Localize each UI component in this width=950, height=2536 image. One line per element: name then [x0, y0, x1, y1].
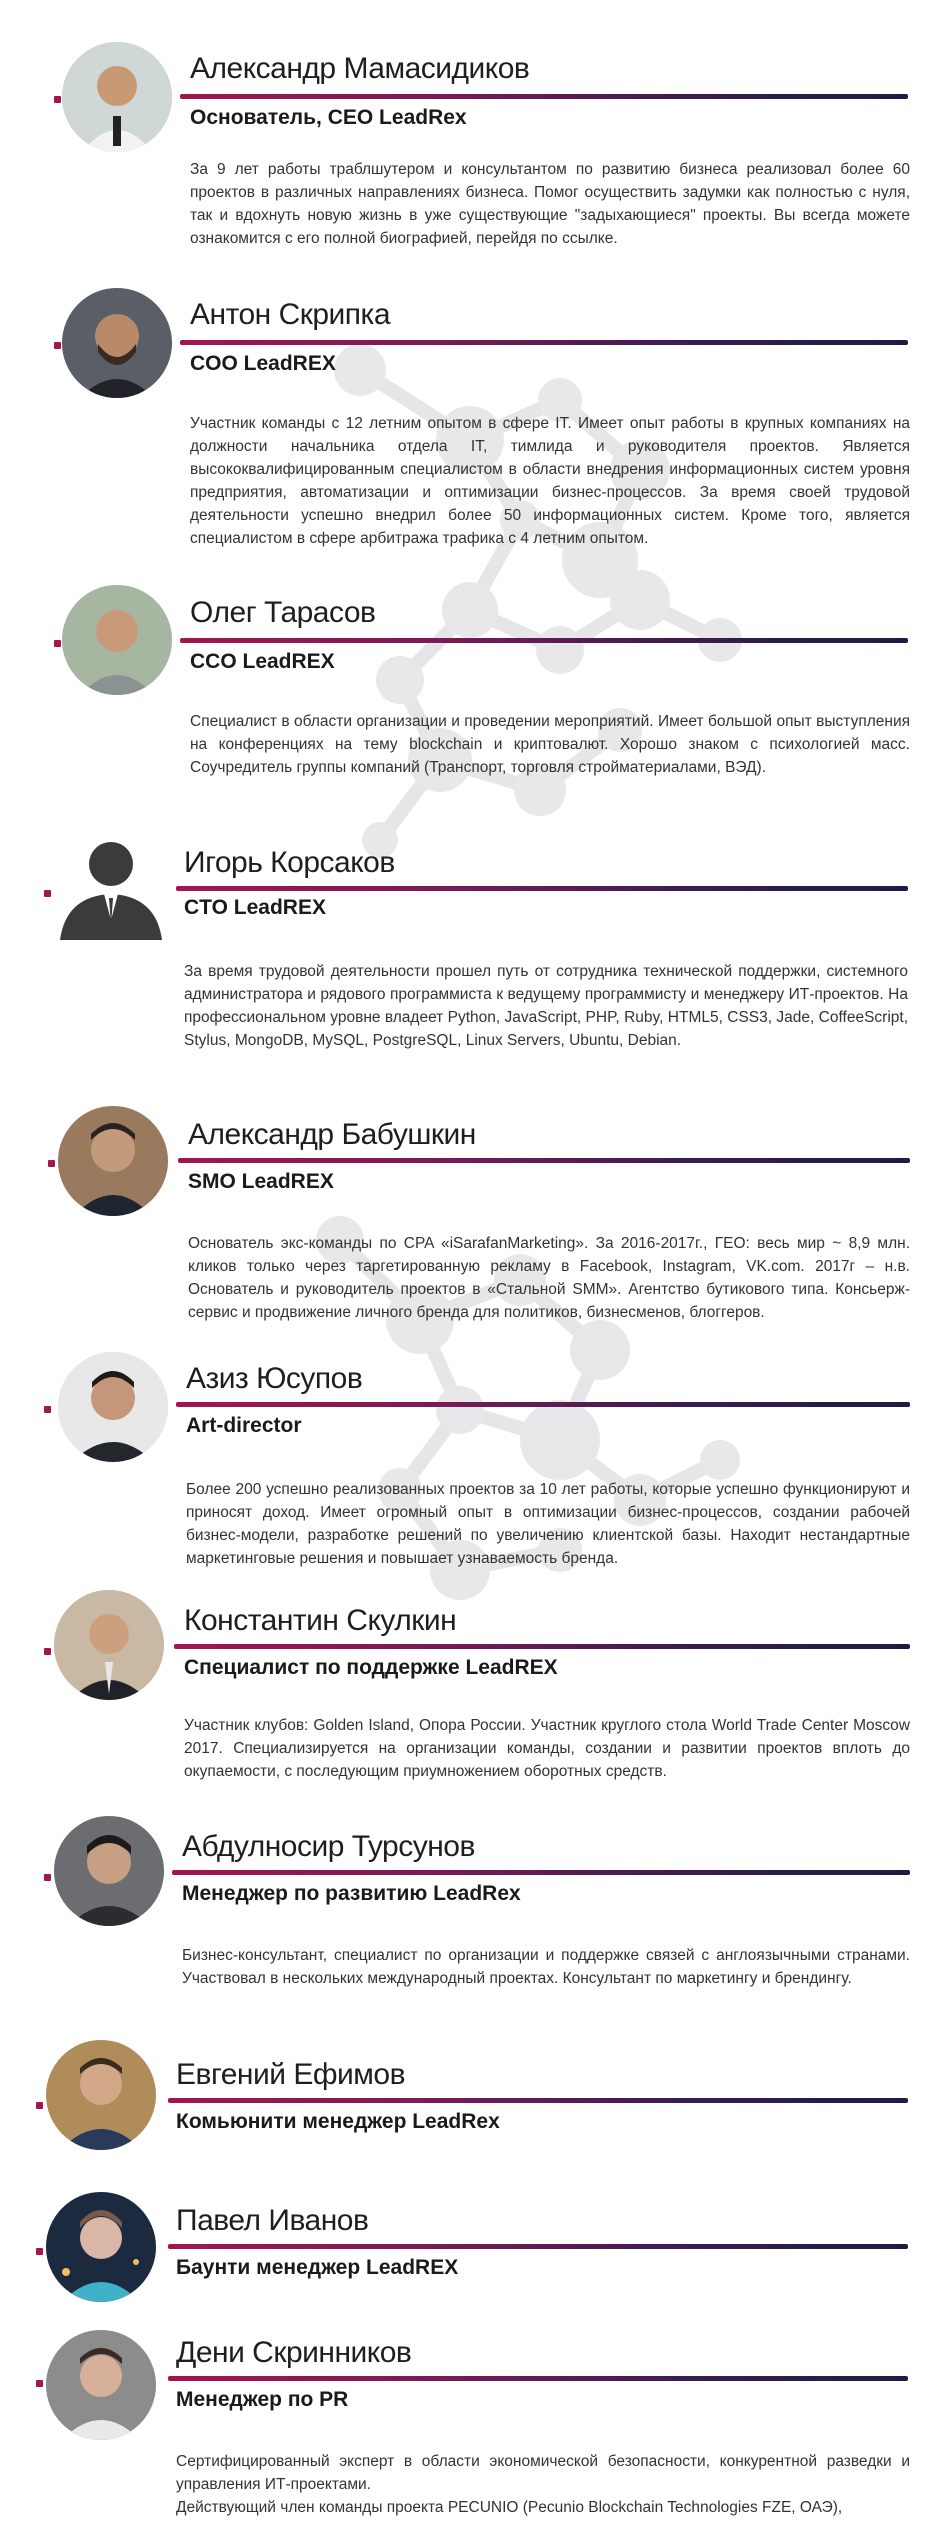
member-description: Основатель экс-команды по CPA «iSarafanMarketing». За 2016-2017г., ГЕО: весь мир ~ 8,9 млн. кликов только через таргетированную рекламу в Facebook, Instagram, VK.com. 2017г – н.в. Основатель и руководитель проектов в «Стальной SMM». Агентство бутикового типа. Консьерж-сервис и продвижение личного бренда для политиков, бизнесменов, блоггеров.	[188, 1235, 910, 1321]
person-photo-icon	[54, 1590, 164, 1700]
member-role: CTO LeadREX	[184, 896, 326, 919]
person-photo-icon	[46, 2330, 156, 2440]
person-photo-icon	[58, 1352, 168, 1462]
avatar	[62, 42, 172, 152]
name-underline	[180, 638, 908, 643]
person-silhouette-icon	[56, 830, 166, 940]
member-name: Константин Скулкин	[184, 1604, 457, 1637]
name-underline	[168, 2244, 908, 2249]
avatar	[54, 1816, 164, 1926]
name-underline	[180, 340, 908, 345]
person-photo-icon	[62, 42, 172, 152]
member-role: Баунти менеджер LeadREX	[176, 2256, 459, 2279]
bullet-marker	[44, 1874, 51, 1881]
name-underline	[168, 2376, 908, 2381]
member-description: Более 200 успешно реализованных проектов за 10 лет работы, которые успешно функционируют и приносят доход. Имеет огромный опыт в оптимизации бизнес-процессов, создании рабочей бизнес-модели, разработке решений по увеличению клиентской базы. Находит нестандартные маркетинговые решения и повышает узнаваемость бренда.	[186, 1481, 910, 1567]
name-underline	[174, 1644, 910, 1649]
member-name: Александр Бабушкин	[188, 1118, 476, 1151]
member-description: Специалист в области организации и проведении мероприятий. Имеет большой опыт выступления на конференциях на тему blockchain и криптовалют. Хорошо знаком с психологией масс. Соучредитель группы компаний (Транспорт, торговля стройматериалами, ВЭД).	[190, 713, 910, 776]
bullet-marker	[54, 640, 61, 647]
member-name: Абдулносир Турсунов	[182, 1830, 475, 1863]
bullet-marker	[48, 1160, 55, 1167]
avatar	[58, 1352, 168, 1462]
member-name: Александр Мамасидиков	[190, 52, 530, 85]
member-role: Менеджер по развитию LeadRex	[182, 1882, 521, 1905]
avatar	[46, 2330, 156, 2440]
avatar	[56, 830, 166, 940]
member-description: Сертифицированный эксперт в области экономической безопасности, конкурентной разведки и управления ИТ-проектами. Действующий член команды проекта PECUNIO (Pecunio Blockchain Technologies FZE, ОАЭ),	[176, 2453, 910, 2516]
member-role: Менеджер по PR	[176, 2388, 349, 2411]
person-photo-icon	[54, 1816, 164, 1926]
avatar	[46, 2040, 156, 2150]
name-underline	[176, 886, 908, 891]
bullet-marker	[44, 890, 51, 897]
member-role: Специалист по поддержке LeadREX	[184, 1656, 558, 1679]
avatar	[62, 288, 172, 398]
member-role: COO LeadREX	[190, 352, 336, 375]
person-photo-icon	[62, 288, 172, 398]
name-underline	[176, 1402, 910, 1407]
member-name: Евгений Ефимов	[176, 2058, 406, 2091]
person-photo-icon	[46, 2192, 156, 2302]
member-name: Павел Иванов	[176, 2204, 369, 2237]
member-role: Комьюнити менеджер LeadRex	[176, 2110, 500, 2133]
bullet-marker	[44, 1406, 51, 1413]
person-photo-icon	[62, 585, 172, 695]
bullet-marker	[54, 342, 61, 349]
member-role: Art-director	[186, 1414, 302, 1437]
member-name: Игорь Корсаков	[184, 846, 395, 879]
avatar	[58, 1106, 168, 1216]
bullet-marker	[36, 2248, 43, 2255]
bullet-marker	[44, 1648, 51, 1655]
member-role: Основатель, CEO LeadRex	[190, 106, 467, 129]
avatar	[54, 1590, 164, 1700]
member-name: Азиз Юсупов	[186, 1362, 363, 1395]
name-underline	[168, 2098, 908, 2103]
member-role: SMO LeadREX	[188, 1170, 334, 1193]
name-underline	[172, 1870, 910, 1875]
name-underline	[180, 94, 908, 99]
member-role: CCO LeadREX	[190, 650, 335, 673]
name-underline	[178, 1158, 910, 1163]
member-description: За время трудовой деятельности прошел путь от сотрудника технической поддержки, системного администратора и рядового программиста к ведущему программисту и менеджеру ИТ-проектов. На профессиональном уровне владеет Python, JavaScript, PHP, Ruby, HTML5, CSS3, Jade, CoffeeScript, Stylus, MongoDB, MySQL, PostgreSQL, Linux Servers, Ubuntu, Debian.	[184, 963, 908, 1049]
member-description: Бизнес-консультант, специалист по организации и поддержке связей с англоязычными странами. Участвовал в нескольких международный проектах. Консультант по маркетингу и брендингу.	[182, 1947, 910, 1987]
bullet-marker	[54, 96, 61, 103]
member-name: Дени Скринников	[176, 2336, 412, 2369]
bullet-marker	[36, 2102, 43, 2109]
person-photo-icon	[58, 1106, 168, 1216]
person-photo-icon	[46, 2040, 156, 2150]
bullet-marker	[36, 2380, 43, 2387]
member-description: Участник команды с 12 летним опытом в сфере IT. Имеет опыт работы в крупных компаниях на должности начальника отдела IT, тимлида и руководителя проектов. Является высококвалифицированным специалистом в области внедрения информационных систем уровня предприятия, автоматизации и оптимизации бизнес-процессов. За время своей трудовой деятельности успешно внедрил более 50 информационных систем. Кроме того, является специалистом в сфере арбитража трафика с 4 летним опытом.	[190, 415, 910, 547]
member-description: Участник клубов: Golden Island, Опора России. Участник круглого стола World Trade Center Moscow 2017. Специализируется на организации команды, создании и развитии проектов вплоть до окупаемости, с последующим приумножением оборотных средств.	[184, 1717, 910, 1780]
member-name: Олег Тарасов	[190, 596, 376, 629]
avatar	[46, 2192, 156, 2302]
avatar	[62, 585, 172, 695]
member-name: Антон Скрипка	[190, 298, 391, 331]
member-description: За 9 лет работы траблшутером и консультантом по развитию бизнеса реализовал более 60 проектов в различных направлениях бизнеса. Помог осуществить задумки как полностью с нуля, так и вдохнуть новую жизнь в уже существующие "задыхающиеся" проекты. Вы всегда можете ознакомится с его полной биографией, перейдя по ссылке.	[190, 161, 910, 247]
